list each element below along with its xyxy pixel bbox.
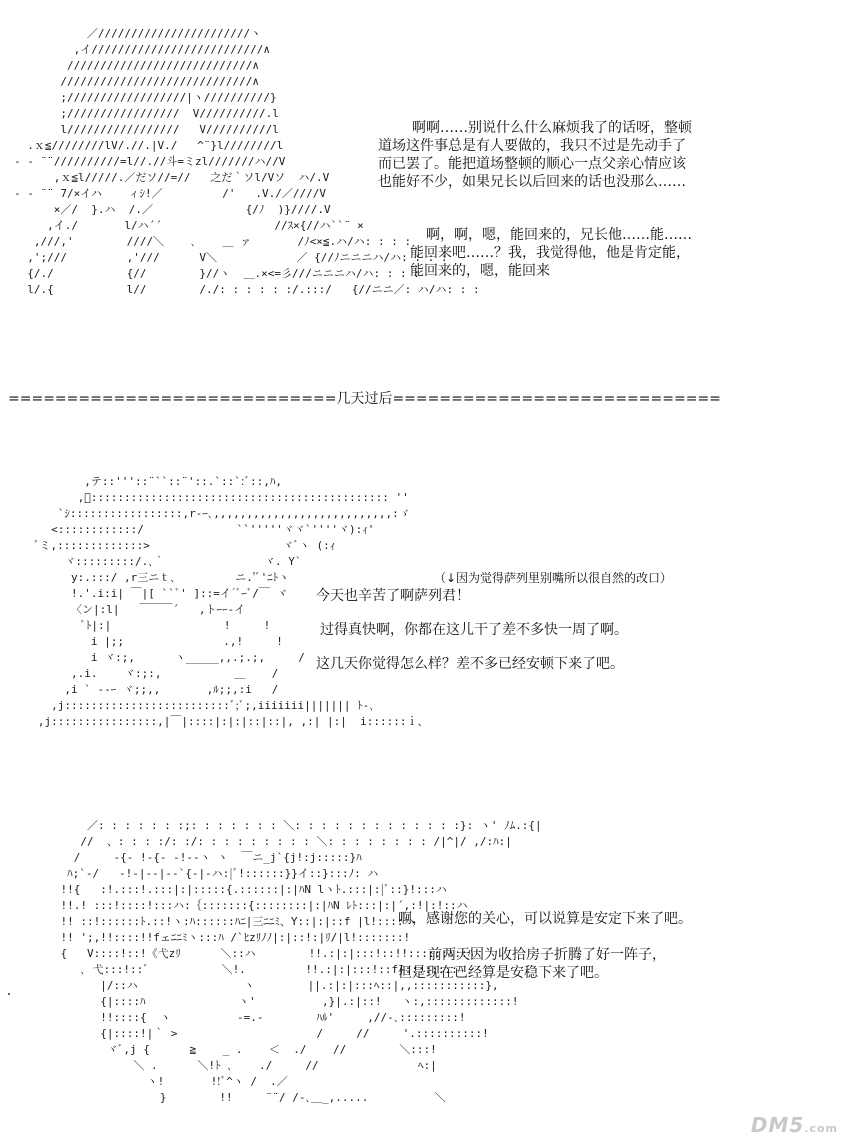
dialogue-line: 而已罢了。能把道场整顿的顺心一点父亲心情应该 [378, 156, 686, 172]
dialogue-line: 但是现在已经算是安稳下来了吧。 [398, 965, 608, 981]
scene-divider: ============================几天过后============================ [8, 391, 721, 407]
watermark-suffix: .com [804, 1122, 838, 1135]
dialogue-line: 这几天你觉得怎么样？差不多已经安顿下来了吧。 [316, 656, 624, 672]
ascii-art-character-1: ／///////////////////////ヽ ,イ//////////////////////////∧ ////////////////////////////∧ /////////////////////////////∧ ;//////////////////|ヽ//////////} ;///////////////// V//////////.l l///////////////// V//////////l .ｘ≦////////lV/.//.|V./ ^¨}l////////l - ‐ ¨¨//////////=l//.//斗=ミzl///////ハ//V ,ｘ≦l/////.／だソ//=// 之だ｀ソl/Vソ ハ/.V - ‐ ¨¨ 7/×イハ ィｼ!／ /' .V./／////V ×／/ }.ハ /.／ {/ﾉ )}////.V ,イ./ l/ハ´´ //ｽ×{//ハ``¨ × ,///,' ////＼ ､ ＿ ァ /ﾉ<×≦.ハ/ハ: : : : ,';/// ,'/// V＼ ／ {//ﾉニニニハ/ハ: : : : {/./ {// }//ヽ ＿.×<=彡///ニニニハ/ハ: : : : l/.{ l// /./: : : : : :/.:::/ {//ニニ／: ハ/ハ: : : [14, 27, 480, 296]
watermark-brand: DM5 [750, 1113, 805, 1137]
dialogue-block-3 [398, 910, 692, 982]
dialogue-line: 啊啊……别说什么什么麻烦我了的话呀，整顿 [412, 120, 692, 136]
dialogue-block-1b [410, 226, 692, 280]
dialogue-line: 过得真快啊，你都在这儿干了差不多快一周了啊。 [320, 622, 628, 638]
ascii-art-character-3: ／: : : : : : :;: : : : : : : ＼: : : : : : : : : : : : :}: ヽ' ﾉﾑ.:{| // 、: : : :/: :/: : : : : : : : : ＼: : : : : : : : /|^|/ ,/:ﾊ:| / ‐{‐ !‐{‐ -!-‐ヽ ヽ ￣ニ_j`{j!:j:::::}ﾊ ﾊ;`‐/ ‐!‐|‐‐|‐‐`{‐|‐ハ:|ﾞ!::::::}}イ::}:::ﾉ: ハ !!{ :!.:::!.:::|:|:::::{.::::::|:|ﾊN lヽﾄ.:::|:|ﾞ::}!:::ハ !!.! :::!::::!:::ハ:｛:::::::{::::::::|:|ﾊN ﾚﾄ:::|:|´,:!|:!::ハ !! ::!::::::ﾄ.::!ヽ:ﾊ::::::ﾊﾆ|三ﾆﾆﾐ、Y::|:|::f |l!::::ハ !! ';,!!::::!!fェﾆﾆﾐヽ:::ﾊ /`ﾋzﾘﾉﾉ|:|::!:|ﾘ/|l!:::::::! { V::::!::!《弋zﾘ ＼::ハ !!.:|:|:::!::!!:::::::::ﾊ ､ 弋:::!::ﾞ ＼!. !!.:|:|:::!::f}::::::::ﾊ |/::ハ ヽ ||.:|:|:::ﾍ::|,,:::::::::::}, {|::::ﾊ ヽ' ,}|.:|::! ヽ:,:::::::::::::! !!::::{ ヽ ‐=.‐ ﾊﾙ' ,//‐､:::::::::! {|::::!|｀ > / // '.::::::::::! ヾﾞ,j { ≧ _ . ＜ ./ // ＼:::! ＼ . ＼!ﾄ ､ ./ // ﾍ:| ヽ! !!ﾞ^ヽ / .／ } !! ¨¨/ /-､＿_,..... ＼ [60, 819, 542, 1104]
ascii-art-character-2: ,テ::'''::¨``::¨'::.`::`:ﾞ::,ﾊ, ,ﾞ::::::::::::::::::::::::::::::::::::::::::::: '' `ｼ:::::::::::::::::,r‐ｰ､,,,,,,,,,,,,,,,,,,,,,,,,,,,:ゞ <::::::::::::/ ``'''''ヾヾ`''''ヾ):ｨ' ﾞミ,:::::::::::::> ヾﾞヽ (:ｨ ヾ:::::::::/.､｀ ヾ. Y` y:.:::/ ,r三ニｔ､ ニ.'ﾞ'ﾆﾄヽ !.'.i:i| ￣|[ ``ﾞ' ]::=イ´ﾞｰﾞ/￣ ヾ 〈ン|:l| ￣￣￣´ ,トｰｰ‐イ ﾞﾄ|:| ! ! i |;; .,! ! i ヾ:;, ヽ_____,,.;.;, / ,.i. ヾ:;:, ＿ / ,i ` ‐‐ｰ ヾ;;,, ,ﾙ;;,:i / ,j:::::::::::::::::::::::::ﾞ;ﾞ;,iiiiiii||||||| ﾄ‐､ ,j::::::::::::::::,|￣|::::|:|:|::|::|, ,:| |:| i::::::ｉ、 [31, 475, 429, 728]
aside-note: （↓因为觉得萨列里别嘴所以很自然的改口） [434, 571, 673, 585]
dialogue-line: 也能好不少，如果兄长以后回来的话也没那么…… [378, 174, 686, 190]
dialogue-line: 能回来吧……？我，我觉得他，他是肯定能， [410, 245, 690, 261]
dialogue-line: 能回来的，嗯，能回来 [410, 263, 550, 279]
dialogue-block-2 [316, 569, 672, 673]
dialogue-line: 前两天因为收拾房子折腾了好一阵子， [428, 947, 666, 963]
dialogue-line: 道场这件事总是有人要做的，我只不过是先动手了 [378, 138, 686, 154]
dialogue-block-1a [378, 119, 692, 191]
dialogue-line: 今天也辛苦了啊萨列君！ [316, 588, 470, 604]
stray-dot [8, 993, 10, 995]
site-watermark-logo [751, 1113, 838, 1137]
dialogue-line: 啊，啊，嗯，能回来的，兄长他……能…… [426, 227, 692, 243]
dialogue-line: 啊，感谢您的关心，可以说算是安定下来了吧。 [398, 911, 692, 927]
